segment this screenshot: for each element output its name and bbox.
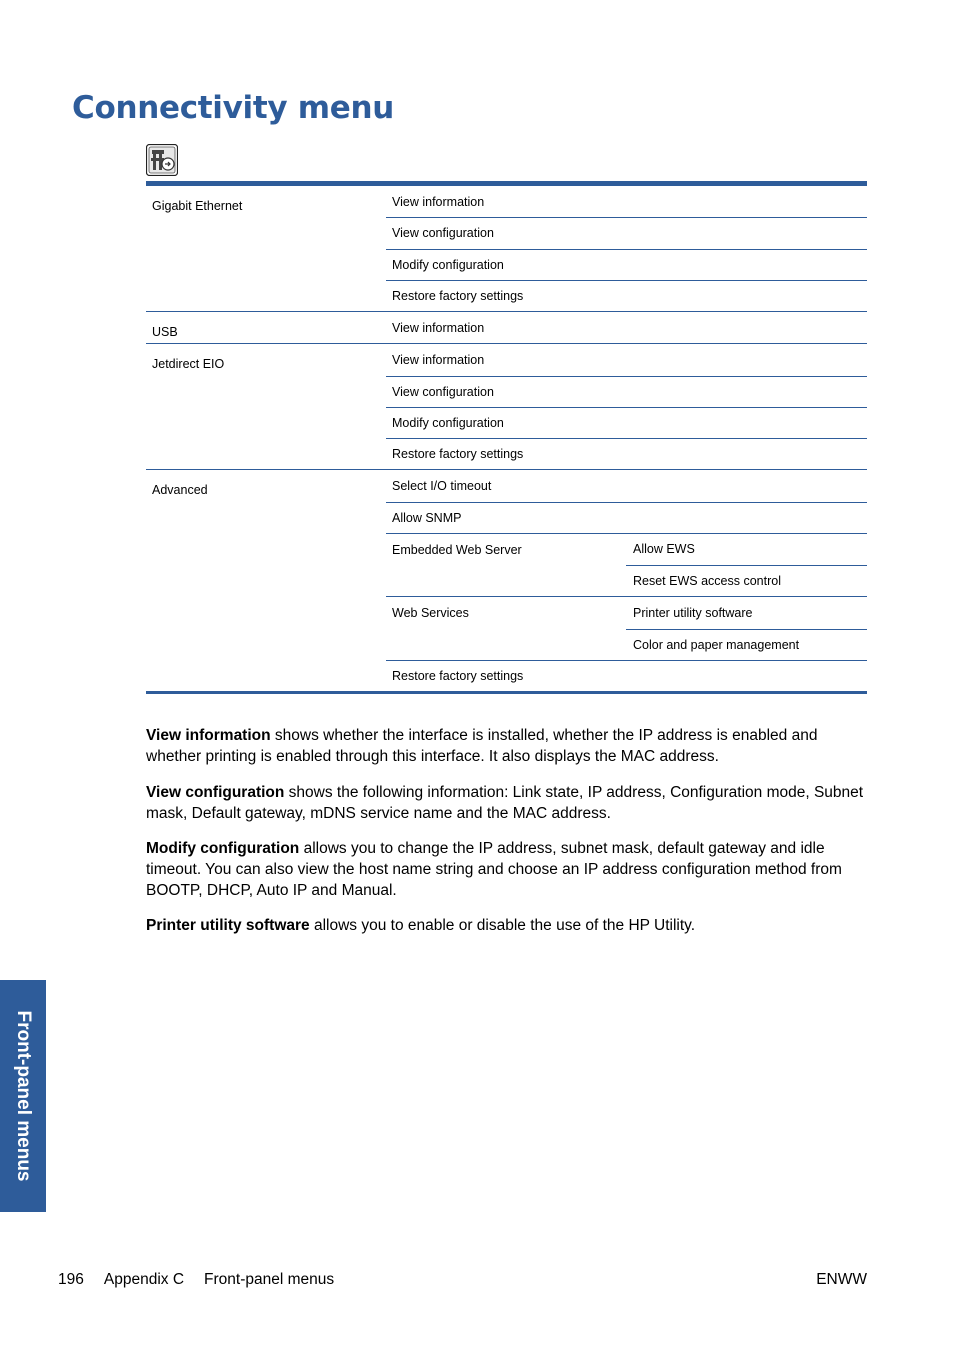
footer-section: Appendix C [103,1271,185,1288]
menu-item: Restore factory settings [386,280,867,311]
footer-code: ENWW [816,1271,867,1288]
category-label: USB [152,325,178,339]
description-text: allows you to change the IP address, subnet mask, default gateway and idle timeout. You can also view the host name string and choose an IP address configuration method from BOOTP, DHCP, Auto IP and Manual. [146,840,842,899]
description-term: Printer utility software [146,917,310,934]
menu-item: Select I/O timeout [392,478,492,493]
footer-left [58,1271,334,1289]
menu-item: Restore factory settings [386,660,867,691]
subgroup-web-services [386,596,867,660]
menu-item: View information [392,320,485,335]
side-tab-label: Front-panel menus [13,1010,34,1182]
menu-item: Allow EWS [633,542,695,557]
group-gigabit-ethernet [146,186,867,311]
category-label: Advanced [152,483,208,498]
section-side-tab [0,980,46,1212]
menu-item: View configuration [386,217,867,248]
description-view-configuration [146,782,867,824]
connectivity-menu-table [146,181,867,694]
connectivity-menu-icon [146,144,178,176]
category-label: Jetdirect EIO [152,357,225,372]
page-title: Connectivity menu [72,90,395,126]
group-jetdirect-eio [146,343,867,469]
description-term: View information [146,727,271,744]
menu-item: View information [392,352,485,367]
category-label: Gigabit Ethernet [152,199,243,213]
description-text: shows whether the interface is installed, whether the IP address is enabled and whether printing is enabled through this interface. It also displays the MAC address. [146,727,818,765]
menu-item: Reset EWS access control [626,565,867,596]
menu-item: Modify configuration [386,407,867,438]
menu-item: Restore factory settings [386,438,867,469]
menu-item: Modify configuration [386,249,867,280]
description-text: shows the following information: Link state, IP address, Configuration mode, Subnet mask, Default gateway, mDNS service name and the MAC address. [146,784,864,822]
description-term: View configuration [146,784,285,801]
group-advanced [146,469,867,691]
menu-item: Printer utility software [633,605,753,620]
group-usb [146,311,867,343]
description-view-information [146,725,867,767]
subgroup-label: Web Services [392,606,469,621]
footer-chapter: Front-panel menus [204,1271,335,1288]
description-term: Modify configuration [146,840,300,857]
subgroup-embedded-web-server [386,533,867,597]
subgroup-label: Embedded Web Server [392,542,522,557]
description-printer-utility-software [146,915,867,936]
description-modify-configuration [146,838,867,901]
page-number: 196 [58,1271,84,1288]
menu-item: View configuration [386,376,867,407]
menu-item: Allow SNMP [386,502,867,533]
menu-item: Color and paper management [626,629,867,660]
menu-item: View information [392,194,485,209]
description-text: allows you to enable or disable the use of the HP Utility. [309,917,696,934]
